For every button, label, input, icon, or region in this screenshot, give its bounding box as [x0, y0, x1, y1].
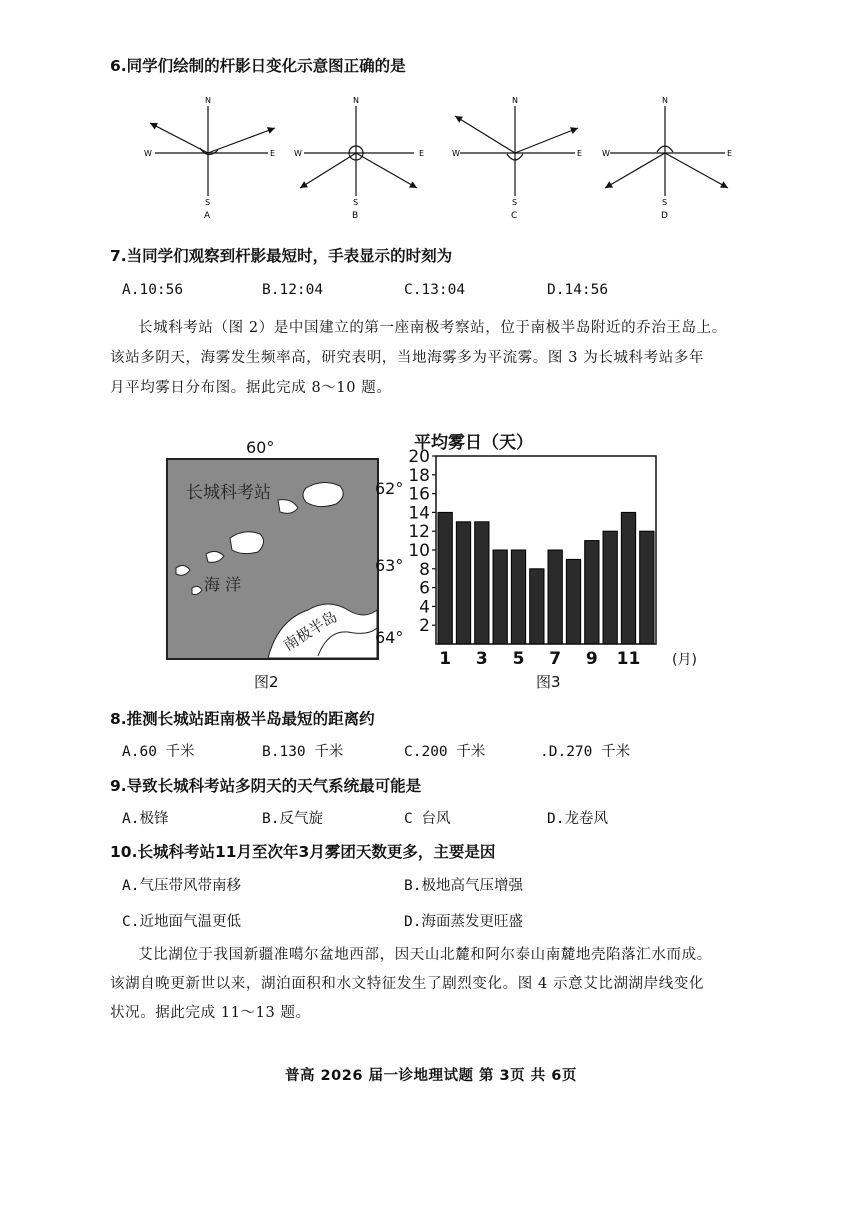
diagram-b-e: E [419, 149, 425, 158]
map-lat-63: 63° [375, 556, 404, 575]
diagram-c-e: E [577, 149, 583, 158]
diagram-c-w: W [452, 149, 460, 158]
diagram-b-s: S [353, 198, 359, 207]
q10-option-a[interactable]: A.气压带风带南移 [122, 878, 241, 894]
map-peninsula-label: 南极半岛 [280, 607, 341, 655]
diagram-d-s: S [662, 198, 668, 207]
q8-option-b[interactable]: B.130 千米 [262, 744, 344, 760]
q10-option-c[interactable]: C.近地面气温更低 [122, 914, 241, 930]
fog-days-bar-chart [400, 447, 697, 670]
diagram-b-w: W [294, 149, 302, 158]
q10-option-b[interactable]: B.极地高气压增强 [404, 878, 523, 894]
question-10-text: 10.长城科考站11月至次年3月雾团天数更多，主要是因 [110, 843, 496, 861]
y-tick-label-4: 4 [419, 597, 430, 618]
q9-option-d[interactable]: D.龙卷风 [547, 811, 608, 827]
x-tick-label-11: 11 [616, 649, 641, 669]
bar-month-4 [493, 550, 507, 644]
bar-month-11 [621, 512, 635, 644]
question-8-text: 8.推测长城站距南极半岛最短的距离约 [110, 710, 375, 728]
diagram-d-n: N [662, 96, 668, 105]
bar-month-3 [475, 522, 489, 644]
diagram-c[interactable] [455, 106, 578, 196]
diagram-a-s: S [205, 198, 211, 207]
bar-month-12 [640, 531, 654, 644]
x-tick-label-5: 5 [512, 649, 525, 669]
x-tick-label-7: 7 [549, 649, 562, 669]
q7-option-b[interactable]: B.12:04 [262, 282, 324, 298]
q9-option-a[interactable]: A.极锋 [122, 811, 169, 827]
q8-option-c[interactable]: C.200 千米 [404, 744, 486, 760]
diagram-d-w: W [602, 149, 610, 158]
y-tick-label-14: 14 [408, 503, 430, 524]
diagram-a-e: E [270, 149, 276, 158]
diagram-a-label: A [204, 211, 211, 221]
y-tick-label-8: 8 [419, 559, 430, 580]
q7-option-d[interactable]: D.14:56 [547, 282, 609, 298]
x-tick-label-9: 9 [585, 649, 598, 669]
y-tick-label-16: 16 [408, 484, 430, 505]
diagram-c-label: C [511, 211, 518, 221]
map-lat-62: 62° [375, 479, 404, 498]
x-tick-label-3: 3 [475, 649, 488, 669]
diagram-a-w: W [144, 149, 152, 158]
diagram-d[interactable] [605, 106, 728, 196]
chart-title: 平均雾日（天） [414, 433, 533, 453]
map-ocean-label: 海 洋 [204, 575, 242, 594]
chart-caption: 图3 [536, 673, 561, 691]
map-lat-64: 64° [375, 628, 404, 647]
page-footer: 普高 2026 届一诊地理试题 第 3页 共 6页 [285, 1068, 577, 1084]
q7-option-c[interactable]: C.13:04 [404, 282, 466, 298]
q8-option-a[interactable]: A.60 千米 [122, 744, 195, 760]
intro-paragraph-1-line-2: 该站多阴天，海雾发生频率高，研究表明，当地海雾多为平流雾。图 3 为长城科考站多年 [110, 350, 705, 366]
diagram-c-n: N [512, 96, 518, 105]
map-station-label: 长城科考站 [186, 483, 271, 503]
diagram-a-n: N [205, 96, 211, 105]
intro-paragraph-2-line-1: 艾比湖位于我国新疆准噶尔盆地西部，因天山北麓和阿尔泰山南麓地壳陷落汇水而成。 [138, 947, 712, 963]
bar-month-10 [603, 531, 617, 644]
intro-paragraph-1-line-1: 长城科考站（图 2）是中国建立的第一座南极考察站，位于南极半岛附近的乔治王岛上。 [138, 320, 727, 336]
question-6-text: 6.同学们绘制的杆影日变化示意图正确的是 [110, 57, 406, 75]
map-figure-2 [166, 458, 379, 660]
bar-month-6 [530, 569, 544, 644]
x-tick-label-1: 1 [439, 649, 452, 669]
bar-month-2 [456, 522, 470, 644]
diagram-a[interactable] [150, 106, 275, 196]
bar-month-5 [511, 550, 525, 644]
bar-month-7 [548, 550, 562, 644]
y-tick-label-6: 6 [419, 578, 430, 599]
question-9-text: 9.导致长城科考站多阴天的天气系统最可能是 [110, 777, 422, 795]
diagram-c-s: S [512, 198, 518, 207]
map-caption: 图2 [254, 673, 279, 691]
y-tick-label-2: 2 [419, 616, 430, 637]
diagram-d-label: D [661, 211, 668, 221]
intro-paragraph-1-line-3: 月平均雾日分布图。据此完成 8～10 题。 [110, 380, 392, 396]
y-tick-label-10: 10 [408, 541, 430, 561]
x-axis-label: (月) [672, 652, 697, 668]
question-7-text: 7.当同学们观察到杆影最短时，手表显示的时刻为 [110, 247, 453, 265]
intro-paragraph-2-line-3: 状况。据此完成 11～13 题。 [110, 1005, 311, 1021]
q9-option-b[interactable]: B.反气旋 [262, 811, 323, 827]
bar-month-8 [566, 559, 580, 644]
q9-option-c[interactable]: C 台风 [404, 811, 451, 827]
bar-month-9 [585, 541, 599, 644]
map-longitude-label: 60° [246, 438, 275, 457]
intro-paragraph-2-line-2: 该湖自晚更新世以来，湖泊面积和水文特征发生了剧烈变化。图 4 示意艾比湖湖岸线变化 [110, 976, 705, 992]
diagram-b[interactable] [300, 106, 417, 196]
y-tick-label-18: 18 [408, 465, 430, 486]
y-tick-label-12: 12 [408, 522, 430, 543]
diagram-b-n: N [353, 96, 359, 105]
y-tick-label-20: 20 [408, 447, 430, 467]
q7-option-a[interactable]: A.10:56 [122, 282, 184, 298]
q10-option-d[interactable]: D.海面蒸发更旺盛 [404, 914, 523, 930]
diagram-b-label: B [352, 211, 359, 221]
shadow-diagrams [130, 88, 760, 223]
diagram-d-e: E [727, 149, 733, 158]
q8-option-d[interactable]: .D.270 千米 [540, 744, 631, 760]
bar-month-1 [438, 512, 452, 644]
